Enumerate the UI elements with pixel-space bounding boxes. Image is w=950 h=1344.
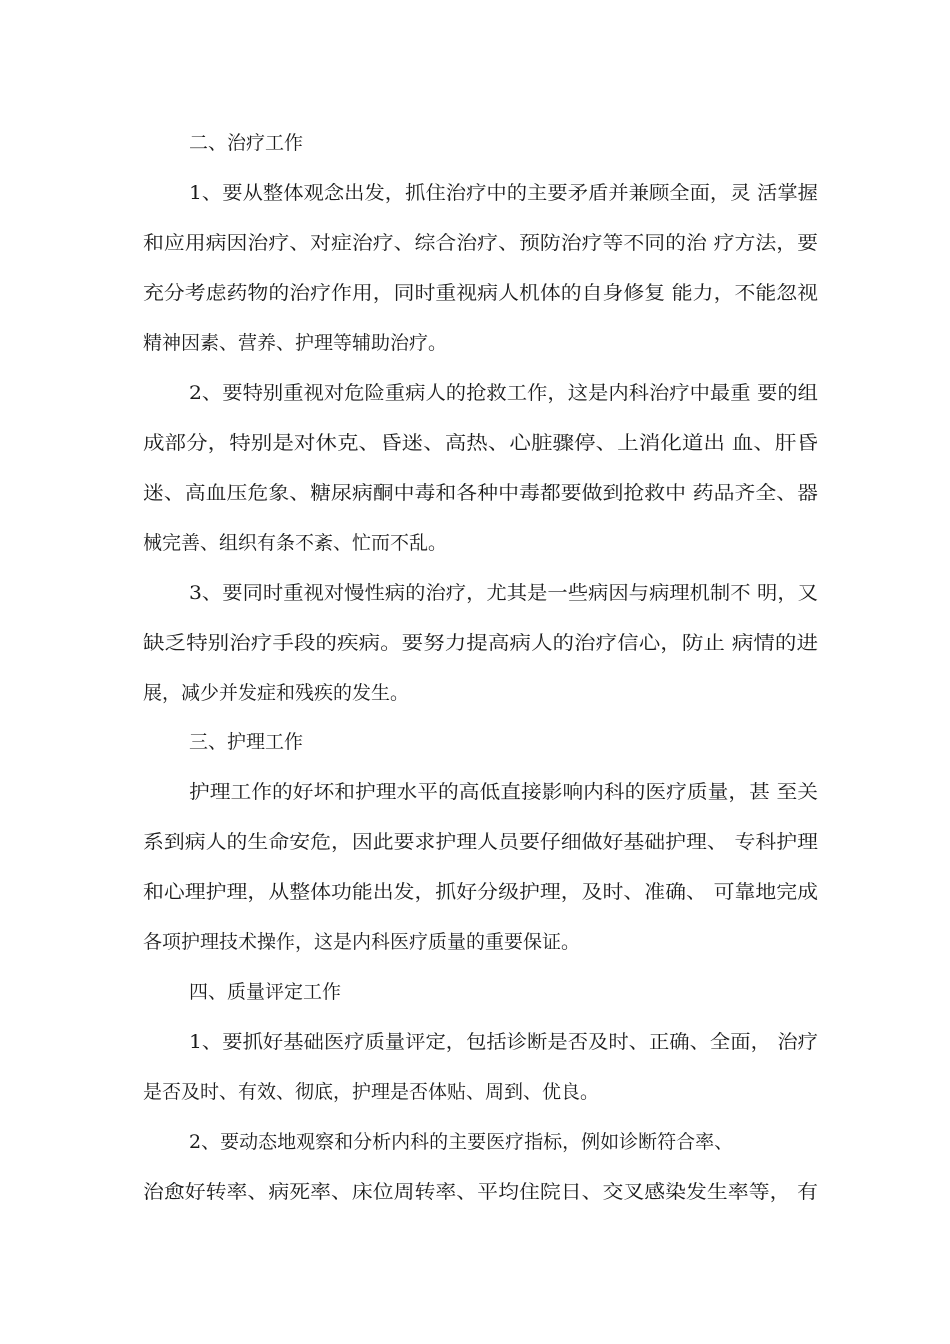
- line-text: 三、护理工作: [189, 731, 304, 753]
- paragraph-line: [0, 1177, 950, 1207]
- line-text: 2、要特别重视对危险重病人的抢救工作，这是内科治疗中最重 要的组: [189, 382, 818, 404]
- line-text: 各项护理技术操作，这是内科医疗质量的重要保证。: [143, 931, 581, 953]
- paragraph-line: [0, 578, 950, 608]
- paragraph-line: [0, 328, 950, 358]
- paragraph-line: [0, 1127, 950, 1157]
- line-text: 和心理护理，从整体功能出发，抓好分级护理，及时、准确、 可靠地完成: [143, 881, 818, 903]
- line-text: 四、质量评定工作: [189, 981, 342, 1003]
- line-text: 成部分，特别是对休克、昏迷、高热、心脏骤停、上消化道出 血、肝昏: [143, 432, 818, 454]
- paragraph-line: [0, 178, 950, 208]
- line-text: 1、要从整体观念出发，抓住治疗中的主要矛盾并兼顾全面，灵 活掌握: [189, 182, 818, 204]
- paragraph-line: [0, 428, 950, 458]
- line-text: 二、治疗工作: [189, 132, 304, 154]
- paragraph-line: [0, 678, 950, 708]
- paragraph-line: [0, 1027, 950, 1057]
- line-text: 迷、高血压危象、糖尿病酮中毒和各种中毒都要做到抢救中 药品齐全、器: [143, 482, 818, 504]
- line-text: 1、要抓好基础医疗质量评定，包括诊断是否及时、正确、全面， 治疗: [189, 1031, 818, 1053]
- line-text: 缺乏特别治疗手段的疾病。要努力提高病人的治疗信心，防止 病情的进: [143, 632, 818, 654]
- section-heading-quality-assessment: [0, 977, 950, 1007]
- paragraph-line: [0, 378, 950, 408]
- paragraph-line: [0, 278, 950, 308]
- line-text: 护理工作的好坏和护理水平的高低直接影响内科的医疗质量，甚 至关: [189, 781, 818, 803]
- line-text: 2、要动态地观察和分析内科的主要医疗指标，例如诊断符合率、: [189, 1131, 734, 1153]
- line-text: 是否及时、有效、彻底，护理是否体贴、周到、优良。: [143, 1081, 600, 1103]
- paragraph-line: [0, 478, 950, 508]
- paragraph-line: [0, 827, 950, 857]
- line-text: 械完善、组织有条不紊、忙而不乱。: [143, 532, 448, 554]
- line-text: 治愈好转率、病死率、床位周转率、平均住院日、交叉感染发生率等， 有: [143, 1181, 818, 1203]
- line-text: 展，减少并发症和残疾的发生。: [143, 682, 410, 704]
- line-text: 充分考虑药物的治疗作用，同时重视病人机体的自身修复 能力，不能忽视: [143, 282, 818, 304]
- paragraph-line: [0, 228, 950, 258]
- line-text: 3、要同时重视对慢性病的治疗，尤其是一些病因与病理机制不 明，又: [189, 582, 818, 604]
- paragraph-line: [0, 628, 950, 658]
- paragraph-line: [0, 528, 950, 558]
- section-heading-nursing: [0, 727, 950, 757]
- paragraph-line: [0, 1077, 950, 1107]
- paragraph-line: [0, 877, 950, 907]
- line-text: 系到病人的生命安危，因此要求护理人员要仔细做好基础护理、 专科护理: [143, 831, 818, 853]
- line-text: 精神因素、营养、护理等辅助治疗。: [143, 332, 448, 354]
- line-text: 和应用病因治疗、对症治疗、综合治疗、预防治疗等不同的治 疗方法，要: [143, 232, 818, 254]
- paragraph-line: [0, 777, 950, 807]
- paragraph-line: [0, 927, 950, 957]
- section-heading-treatment: [0, 128, 950, 158]
